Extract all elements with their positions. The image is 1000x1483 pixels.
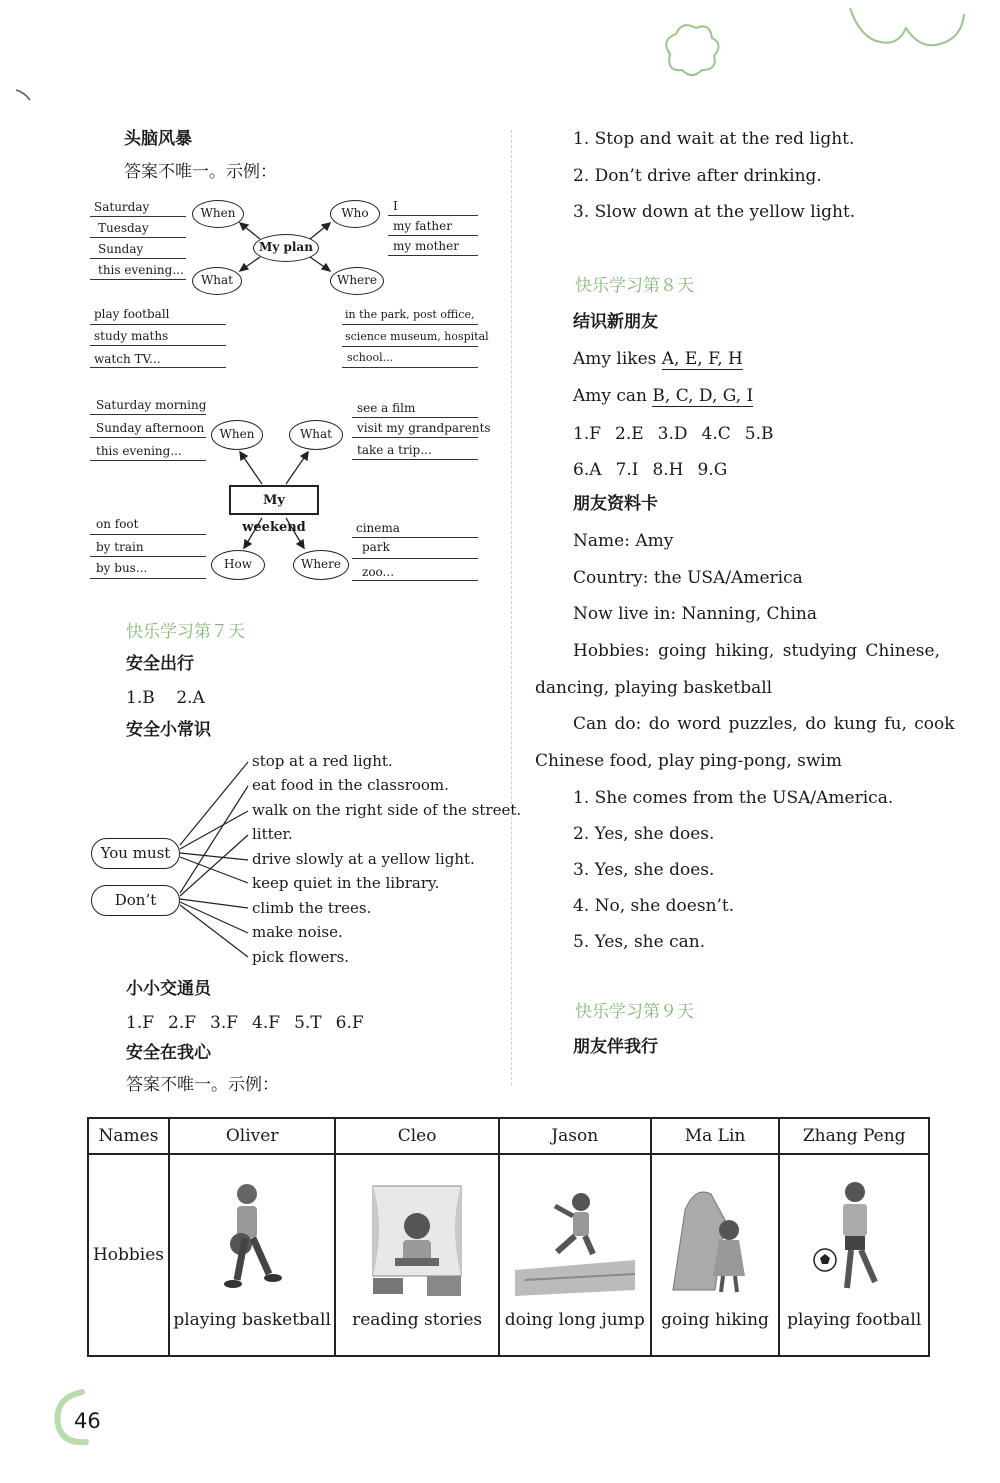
long-jump-figure — [515, 1180, 635, 1300]
person-name: Cleo — [335, 1118, 499, 1154]
person-name: Oliver — [169, 1118, 335, 1154]
weekend-when-bubble: When — [211, 420, 263, 450]
likes-answer: A, E, F, H — [661, 349, 743, 369]
weekend-when-item: Saturday morning — [96, 398, 207, 412]
weekend-when-item: Sunday afternoon — [96, 421, 205, 435]
plan-when-item: Tuesday — [98, 221, 149, 235]
hobbies-label: Hobbies — [88, 1154, 169, 1356]
profile-name: Name: Amy — [573, 531, 674, 551]
can-prefix: Amy can — [573, 386, 653, 406]
hobby-caption: going hiking — [661, 1310, 769, 1330]
answer-item: 9.G — [697, 460, 728, 480]
rule-item: eat food in the classroom. — [252, 776, 449, 794]
underline — [90, 534, 206, 535]
sentence: 3. Slow down at the yellow light. — [573, 202, 856, 222]
day9-heading-friends: 朋友伴我行 — [573, 1037, 658, 1057]
weekend-how-item: by train — [96, 540, 144, 554]
my-weekend-center: My weekend — [229, 485, 319, 515]
plan-who-item: my mother — [393, 239, 459, 253]
profile-country: Country: the USA/America — [573, 568, 803, 588]
sentence: 2. Don’t drive after drinking. — [573, 166, 822, 186]
rule-item: make noise. — [252, 923, 343, 941]
answer-item: 5.T — [294, 1013, 322, 1033]
weekend-where-bubble: Where — [293, 550, 349, 580]
column-divider — [511, 130, 512, 1085]
weekend-when-item: this evening... — [96, 444, 182, 458]
plan-when-item: Saturday — [94, 200, 150, 214]
dont-box: Don’t — [91, 885, 180, 916]
answer-item: 2.F — [168, 1013, 197, 1033]
rule-item: drive slowly at a yellow light. — [252, 850, 475, 868]
plan-when-item: this evening... — [98, 263, 184, 277]
day7-heading-safe-travel: 安全出行 — [126, 654, 194, 674]
underline — [342, 367, 478, 368]
plan-where-item: in the park, post office, — [345, 308, 475, 321]
amy-can — [573, 388, 753, 405]
qa-item: 2. Yes, she does. — [573, 824, 715, 844]
plan-what-item: play football — [94, 307, 170, 321]
reading-girl-figure — [367, 1180, 467, 1300]
underline — [90, 345, 226, 346]
answer-item: 3.D — [657, 424, 688, 444]
answer-item: 6.A — [573, 460, 602, 480]
underline — [388, 255, 478, 256]
can-answer: B, C, D, G, I — [652, 386, 754, 406]
rule-item: walk on the right side of the street. — [252, 801, 522, 819]
plan-what-bubble: What — [192, 267, 242, 295]
day9-title: 快乐学习第９天 — [575, 1002, 694, 1022]
underline — [352, 537, 478, 538]
person-name: Zhang Peng — [779, 1118, 929, 1154]
profile-hobbies: Hobbies: going hiking, studying Chinese, — [573, 641, 940, 661]
my-plan-center: My plan — [253, 234, 319, 262]
qa-item: 1. She comes from the USA/America. — [573, 788, 894, 808]
plan-when-item: Sunday — [98, 242, 144, 256]
plan-where-item: science museum, hospital — [345, 330, 489, 343]
qa-item: 5. Yes, she can. — [573, 932, 706, 952]
weekend-how-item: on foot — [96, 517, 139, 531]
table-header-row — [88, 1118, 929, 1154]
weekend-what-item: see a film — [357, 401, 416, 415]
day8-heading-new-friend: 结识新朋友 — [573, 312, 658, 332]
underline — [90, 437, 206, 438]
underline — [90, 414, 206, 415]
plan-where-item: school... — [347, 351, 394, 364]
sentence: 1. Stop and wait at the red light. — [573, 129, 855, 149]
hobby-cell — [779, 1154, 929, 1356]
answer-item: 2.E — [615, 424, 644, 444]
amy-likes — [573, 351, 743, 368]
hobby-caption: playing football — [787, 1310, 922, 1330]
rule-item: climb the trees. — [252, 899, 372, 917]
hobby-cell — [335, 1154, 499, 1356]
table-row — [88, 1154, 929, 1356]
day8-answers-row2 — [573, 460, 741, 480]
hobby-caption: playing basketball — [173, 1310, 331, 1330]
you-must-box: You must — [91, 838, 180, 869]
page-number: 46 — [74, 1409, 101, 1433]
underline — [90, 216, 186, 217]
names-label: Names — [88, 1118, 169, 1154]
underline — [90, 279, 186, 280]
plan-when-bubble: When — [192, 200, 244, 228]
weekend-where-item: zoo... — [362, 565, 395, 579]
hobby-cell — [169, 1154, 335, 1356]
hobby-caption: doing long jump — [504, 1310, 645, 1330]
plan-where-bubble: Where — [330, 267, 384, 295]
answer-item: 4.F — [252, 1013, 281, 1033]
day8-heading-profile: 朋友资料卡 — [573, 494, 658, 514]
profile-can-do: Can do: do word puzzles, do kung fu, cook — [573, 714, 955, 734]
day7-heading-safety-heart: 安全在我心 — [126, 1043, 211, 1063]
matching-lines — [170, 755, 260, 965]
cloud-doodle-icon — [640, 0, 1000, 100]
day7-heading-traffic: 小小交通员 — [126, 979, 211, 999]
underline — [352, 558, 478, 559]
hobby-cell — [651, 1154, 780, 1356]
corner-mark-icon — [14, 88, 34, 102]
underline — [352, 417, 478, 418]
plan-what-item: watch TV... — [94, 352, 161, 366]
weekend-where-item: cinema — [356, 521, 400, 535]
answer-item: 3.F — [210, 1013, 239, 1033]
person-name: Jason — [499, 1118, 651, 1154]
weekend-how-item: by bus... — [96, 561, 148, 575]
plan-what-item: study maths — [94, 329, 169, 343]
day7-title: 快乐学习第７天 — [126, 622, 245, 642]
plan-who-bubble: Who — [330, 200, 380, 228]
profile-hobbies-cont: dancing, playing basketball — [535, 678, 773, 698]
underline — [342, 346, 478, 347]
underline — [90, 460, 206, 461]
plan-who-item: my father — [393, 219, 452, 233]
hobby-cell — [499, 1154, 651, 1356]
underline — [388, 235, 478, 236]
profile-live: Now live in: Nanning, China — [573, 604, 817, 624]
profile-can-do-cont: Chinese food, play ping-pong, swim — [535, 751, 842, 771]
qa-item: 3. Yes, she does. — [573, 860, 715, 880]
weekend-what-item: take a trip... — [357, 443, 432, 457]
underline — [388, 215, 478, 216]
day8-answers-row1 — [573, 424, 787, 444]
answer-item: 6.F — [335, 1013, 364, 1033]
weekend-how-bubble: How — [211, 550, 265, 580]
underline — [90, 556, 206, 557]
underline — [352, 459, 478, 460]
rule-item: litter. — [252, 825, 293, 843]
rule-item: pick flowers. — [252, 948, 350, 966]
likes-prefix: Amy likes — [573, 349, 662, 369]
day7-answers-1: 1.B 2.A — [126, 688, 205, 708]
answer-item: 8.H — [652, 460, 684, 480]
weekend-what-item: visit my grandparents — [357, 421, 491, 435]
brainstorm-heading: 头脑风暴 — [124, 129, 192, 149]
underline — [90, 367, 226, 368]
answer-item: 4.C — [701, 424, 731, 444]
answer-item: 1.F — [573, 424, 602, 444]
brainstorm-note: 答案不唯一。示例： — [124, 162, 277, 182]
day7-heading-safety-tips: 安全小常识 — [126, 720, 211, 740]
answer-item: 7.I — [615, 460, 639, 480]
underline — [90, 237, 186, 238]
hobbies-table — [87, 1117, 930, 1357]
rule-item: keep quiet in the library. — [252, 874, 440, 892]
underline — [352, 437, 478, 438]
underline — [90, 578, 206, 579]
basketball-player-figure — [207, 1180, 297, 1300]
day7-answers-3 — [126, 1013, 378, 1033]
underline — [90, 258, 186, 259]
weekend-where-item: park — [362, 540, 390, 554]
football-player-figure — [809, 1180, 899, 1300]
person-name: Ma Lin — [651, 1118, 780, 1154]
underline — [342, 324, 478, 325]
underline — [352, 580, 478, 581]
plan-who-item: I — [393, 199, 398, 213]
day8-title: 快乐学习第８天 — [575, 276, 694, 296]
underline — [90, 324, 226, 325]
qa-item: 4. No, she doesn’t. — [573, 896, 735, 916]
day7-note: 答案不唯一。示例： — [126, 1075, 279, 1095]
weekend-what-bubble: What — [289, 420, 343, 450]
hobby-caption: reading stories — [352, 1310, 483, 1330]
answer-item: 1.F — [126, 1013, 155, 1033]
rule-item: stop at a red light. — [252, 752, 393, 770]
answer-item: 5.B — [744, 424, 774, 444]
hiking-girl-figure — [665, 1180, 765, 1300]
